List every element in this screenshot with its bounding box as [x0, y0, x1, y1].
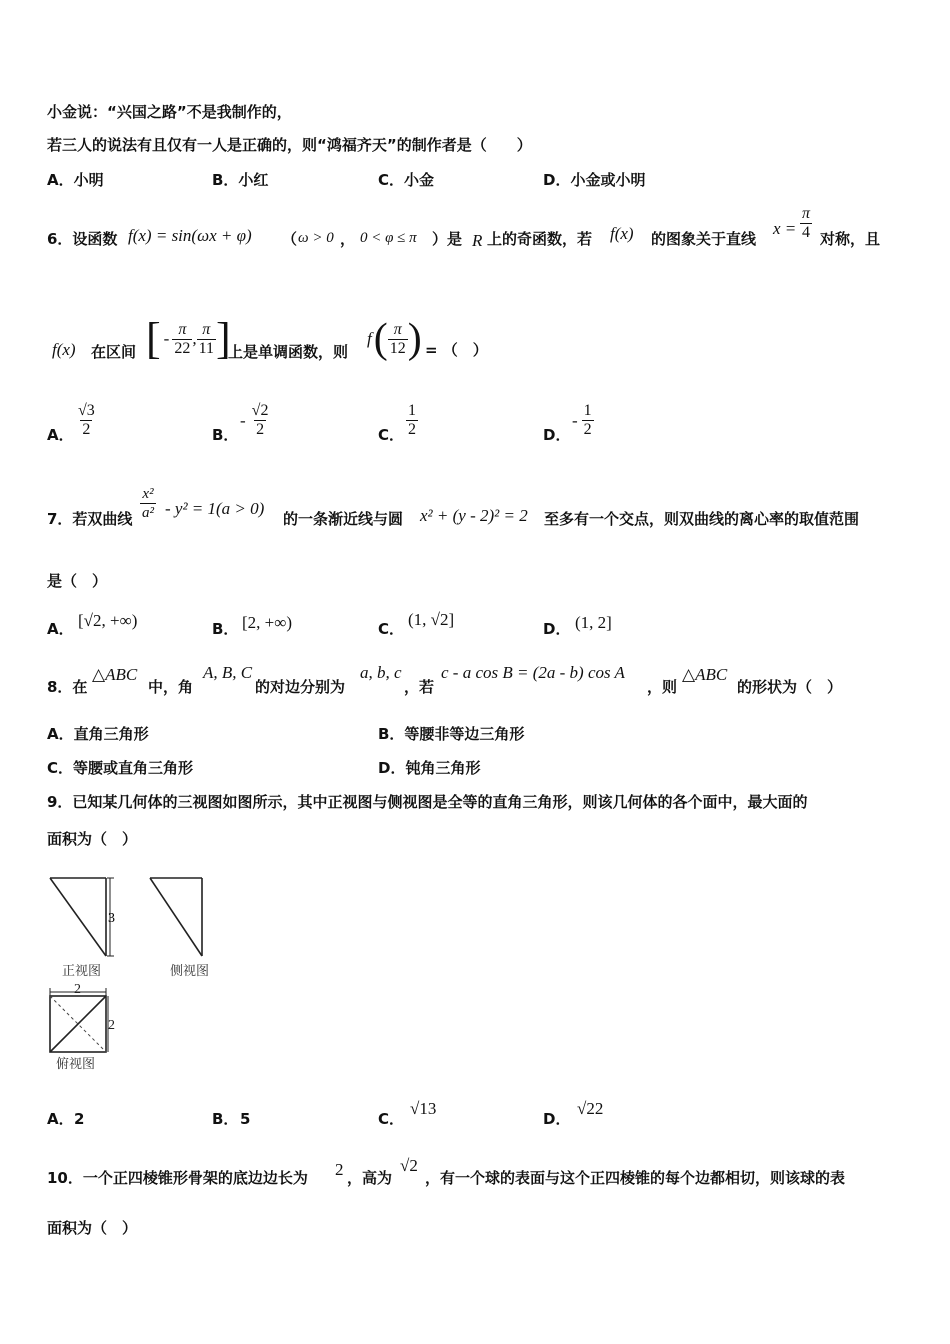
q6-den-11: 11	[198, 339, 214, 357]
q7-option-c: (1, √2]	[408, 610, 455, 629]
q6-option-b-label: B．	[212, 426, 239, 444]
q6-option-a-num: √3	[78, 402, 95, 419]
q6-option-c-num: 1	[408, 402, 416, 419]
q5-option-a: A．小明	[47, 171, 104, 189]
q6-option-c	[406, 402, 418, 439]
q6-option-a	[76, 402, 97, 439]
q6-f-letter: f	[367, 329, 372, 348]
q6-paren-open: （	[282, 230, 298, 248]
q8-mid1: 中，角	[148, 678, 194, 696]
q9-dim-3-label: 3	[108, 911, 115, 926]
q6-odd-text: 上的奇函数，若	[487, 230, 593, 248]
q6-f-pi-12	[367, 314, 422, 364]
q8-triangle: △ABC	[92, 665, 138, 684]
q6-comma: ，	[340, 230, 356, 248]
q8-option-a: A．直角三角形	[47, 725, 149, 743]
q6-paren-close: ）是	[432, 230, 463, 248]
q7-a2: a²	[142, 505, 154, 521]
q7-option-d-label: D．	[543, 620, 571, 638]
q10-line2: 面积为（ ）	[47, 1219, 138, 1237]
q6-bracket-right: ]	[215, 314, 231, 363]
q9-option-c-label: C．	[378, 1110, 405, 1128]
q6-option-a-den: 2	[82, 421, 91, 438]
q8-angles: A, B, C	[203, 663, 253, 682]
q6-option-b-den: 2	[256, 421, 265, 438]
q9-front-view-label: 正视图	[62, 964, 102, 979]
q9-option-b-label: B．	[212, 1110, 239, 1128]
q6-den-12: 12	[389, 339, 406, 357]
q6-phi-cond: 0 < φ ≤ π	[360, 230, 417, 246]
q6-omega-cond: ω > 0	[298, 230, 334, 246]
q7-option-d: (1, 2]	[575, 613, 612, 632]
q5-option-d: D．小金或小明	[543, 171, 646, 189]
q6-option-c-den: 2	[408, 421, 416, 438]
q6-option-a-label: A．	[47, 426, 74, 444]
q6-paren-l: (	[373, 316, 388, 362]
q8-mid4: ，则	[647, 678, 678, 696]
q7-hyperbola-frac	[140, 485, 156, 522]
q6-fx: f(x)	[610, 224, 634, 243]
q6-den-22: 22	[174, 339, 191, 357]
q6-bracket-left: [	[146, 314, 161, 363]
q9-line1: 9．已知某几何体的三视图如图所示，其中正视图与侧视图是全等的直角三角形，则该几何体的各个面中，最大面的	[47, 793, 808, 811]
q8-sides: a, b, c	[360, 663, 402, 682]
q9-option-d: √22	[577, 1099, 604, 1118]
q6-option-c-label: C．	[378, 426, 405, 444]
q10-mid: ，高为	[347, 1169, 393, 1187]
q6-interval-comma: ,	[192, 329, 197, 348]
q8-tail: 的形状为（ ）	[737, 678, 843, 696]
q9-front-view	[50, 878, 106, 956]
q7-tail: 至多有一个交点，则双曲线的离心率的取值范围	[544, 510, 860, 528]
q6-option-d-label: D．	[543, 426, 571, 444]
q9-option-d-label: D．	[543, 1110, 571, 1128]
q9-side-view-label: 侧视图	[170, 964, 210, 979]
q5-line1: 小金说：“兴国之路”不是我制作的，	[47, 103, 292, 121]
q6-number: 6．设函数	[47, 230, 118, 248]
q5-option-c: C．小金	[378, 171, 435, 189]
q6-x-eq: x =	[773, 219, 797, 238]
q7-option-a: [√2, +∞)	[78, 611, 138, 630]
q8-mid3: ，若	[404, 678, 435, 696]
q10-number: 10．一个正四棱锥形骨架的底边边长为	[47, 1169, 308, 1187]
q9-side-view	[150, 878, 202, 956]
q6-option-d-num: 1	[583, 402, 592, 419]
q6-interval	[146, 314, 231, 364]
q9-option-a-label: A．	[47, 1110, 74, 1128]
q7-option-c-label: C．	[378, 620, 405, 638]
q6-sym-tail: 对称，且	[820, 230, 881, 248]
q7-line2: 是（ ）	[47, 572, 108, 590]
q6-option-d-den: 2	[583, 421, 592, 438]
q7-mid-text: 的一条渐近线与圆	[283, 510, 404, 528]
q6-sym-text: 的图象关于直线	[651, 230, 757, 248]
q6-option-b-neg: -	[240, 410, 246, 430]
q6-pi-a: π	[178, 320, 187, 338]
q7-x2: x²	[142, 486, 154, 502]
q8-number: 8．在	[47, 678, 88, 696]
q7-circle: x² + (y - 2)² = 2	[420, 506, 528, 525]
q6-fx-2: f(x)	[52, 340, 76, 359]
q10-sqrt2: √2	[400, 1156, 418, 1175]
q6-pi-over-4	[800, 205, 812, 242]
q6-function: f(x) = sin(ωx + φ)	[128, 226, 252, 245]
q6-pi-num: π	[802, 205, 811, 222]
q8-option-c: C．等腰或直角三角形	[47, 759, 194, 777]
q6-four: 4	[802, 224, 810, 241]
q7-option-b: [2, +∞)	[242, 613, 293, 632]
q9-option-b: 5	[240, 1110, 251, 1128]
q6-interval-text: 在区间	[91, 343, 137, 361]
q9-line2: 面积为（ ）	[47, 830, 138, 848]
q6-option-d	[572, 402, 594, 439]
q6-neg: -	[163, 329, 170, 348]
q6-R: R	[472, 231, 483, 250]
q6-paren-r: )	[407, 316, 422, 362]
q7-option-b-label: B．	[212, 620, 239, 638]
q10-tail: ，有一个球的表面与这个正四棱锥的每个边都相切，则该球的表	[425, 1169, 846, 1187]
q9-top-view-label: 俯视图	[56, 1057, 96, 1072]
q9-dim-2-side-label: 2	[108, 1018, 115, 1033]
q9-dim-2-top-label: 2	[74, 982, 81, 997]
q6-option-b-num: √2	[251, 402, 269, 419]
q6-mono-text: 上是单调函数，则	[228, 343, 349, 361]
q6-pi-b: π	[202, 320, 211, 338]
q9-option-a: 2	[74, 1110, 85, 1128]
q6-eq-blank: = （ ）	[425, 341, 488, 359]
q6-pi-c: π	[393, 320, 402, 338]
q8-mid2: 的对边分别为	[255, 678, 346, 696]
q8-option-d: D．钝角三角形	[378, 759, 481, 777]
q7-number: 7．若双曲线	[47, 510, 133, 528]
q7-option-a-label: A．	[47, 620, 74, 638]
q8-option-b: B．等腰非等边三角形	[378, 725, 525, 743]
q5-line2: 若三人的说法有且仅有一人是正确的，则“鸿福齐天”的制作者是（ ）	[47, 136, 532, 154]
q5-option-b: B．小红	[212, 171, 269, 189]
q10-two: 2	[335, 1160, 344, 1179]
q9-option-c: √13	[410, 1099, 437, 1118]
q6-option-d-neg: -	[572, 410, 578, 430]
q8-equation: c - a cos B = (2a - b) cos A	[441, 663, 625, 682]
q8-triangle-2: △ABC	[682, 665, 728, 684]
q7-hyperbola-rest: - y² = 1(a > 0)	[165, 499, 265, 518]
q6-option-b	[240, 402, 270, 439]
